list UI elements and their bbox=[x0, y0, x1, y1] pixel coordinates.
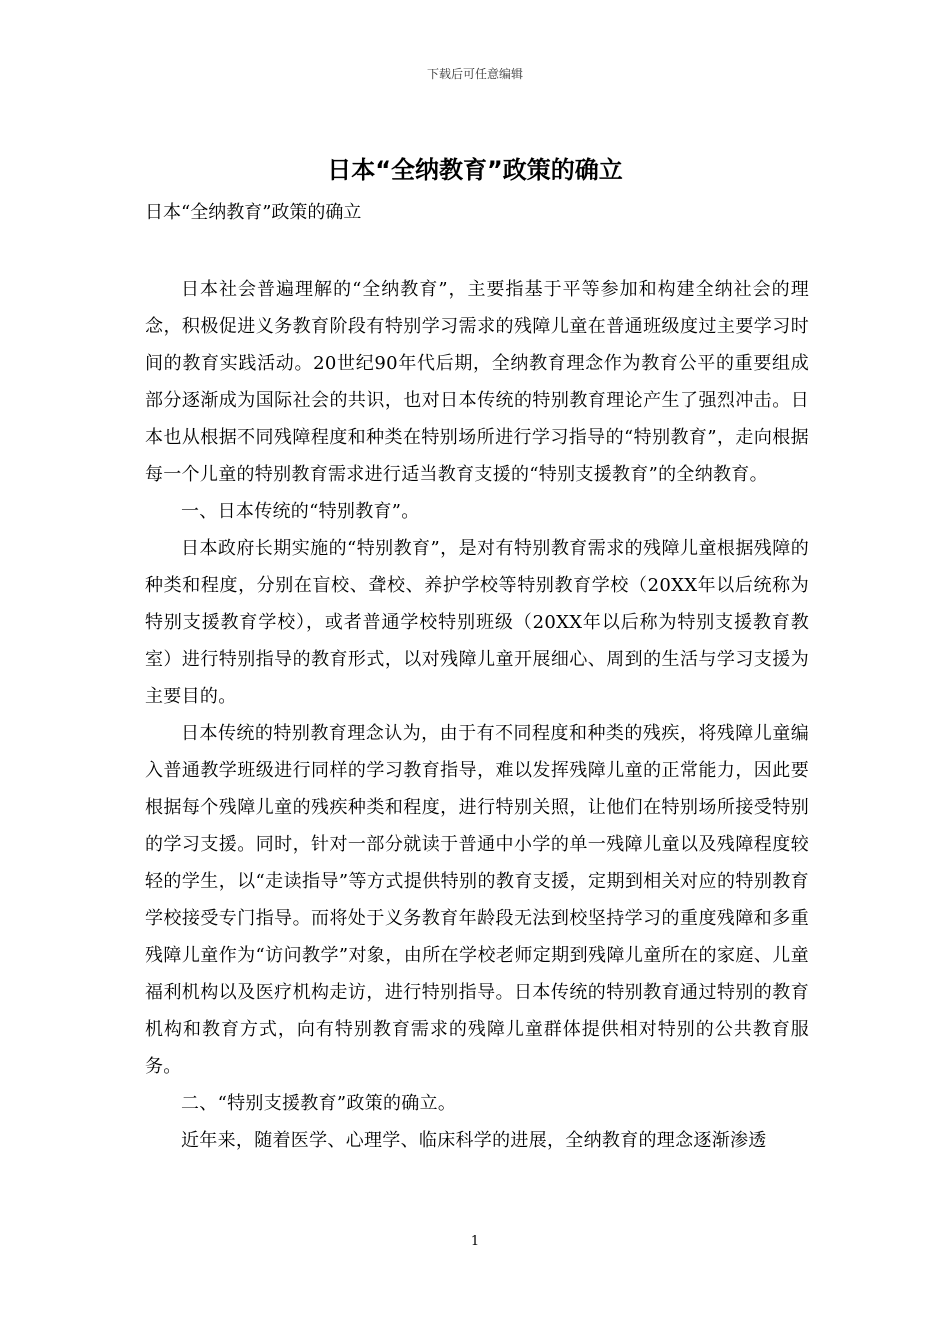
document-title: 日本“全纳教育”政策的确立 bbox=[327, 156, 623, 184]
paragraph-recent-developments: 近年来，随着医学、心理学、临床科学的进展，全纳教育的理念逐渐渗透 bbox=[181, 1130, 767, 1151]
paragraph-intro: 日本社会普遍理解的“全纳教育”，主要指基于平等参加和构建全纳社会的理念，积极促进义务教育阶段有特别学习需求的残障儿童在普通班级度过主要学习时间的教育实践活动。20世纪90年代后期，全纳教育理念作为教育公平的重要组成部分逐渐成为国际社会的共识，也对日本传统的特别教育理论产生了强烈冲击。日本也从根据不同残障程度和种类在特别场所进行学习指导的“特别教育”，走向根据每一个儿童的特别教育需求进行适当教育支援的“特别支援教育”的全纳教育。 bbox=[145, 279, 809, 485]
page-header-note: 下载后可任意编辑 bbox=[426, 67, 523, 81]
section-heading-2: 二、“特别支援教育”政策的确立。 bbox=[181, 1093, 457, 1114]
paragraph-traditional-philosophy: 日本传统的特别教育理念认为，由于有不同程度和种类的残疾，将残障儿童编入普通教学班级进行同样的学习教育指导，难以发挥残障儿童的正常能力，因此要根据每个残障儿童的残疾种类和程度，进行特别关照，让他们在特别场所接受特别的学习支援。同时，针对一部分就读于普通中小学的单一残障儿童以及残障程度较轻的学生，以“走读指导”等方式提供特别的教育支援，定期到相关对应的特别教育学校接受专门指导。而将处于义务教育年龄段无法到校坚持学习的重度残障和多重残障儿童作为“访问教学”对象，由所在学校老师定期到残障儿童所在的家庭、儿童福利机构以及医疗机构走访，进行特别指导。日本传统的特别教育通过特别的教育机构和教育方式，向有特别教育需求的残障儿童群体提供相对特别的公共教育服务。 bbox=[145, 723, 809, 1077]
section-heading-1: 一、日本传统的“特别教育”。 bbox=[181, 501, 420, 522]
page-number: 1 bbox=[470, 1234, 480, 1249]
document-subtitle: 日本“全纳教育”政策的确立 bbox=[145, 202, 362, 223]
paragraph-traditional-education: 日本政府长期实施的“特别教育”，是对有特别教育需求的残障儿童根据残障的种类和程度，分别在盲校、聋校、养护学校等特别教育学校（20XX年以后统称为特别支援教育学校），或者普通学校特别班级（20XX年以后称为特别支援教育教室）进行特别指导的教育形式，以对残障儿童开展细心、周到的生活与学习支援为主要目的。 bbox=[145, 538, 809, 707]
document-body bbox=[145, 271, 809, 1159]
